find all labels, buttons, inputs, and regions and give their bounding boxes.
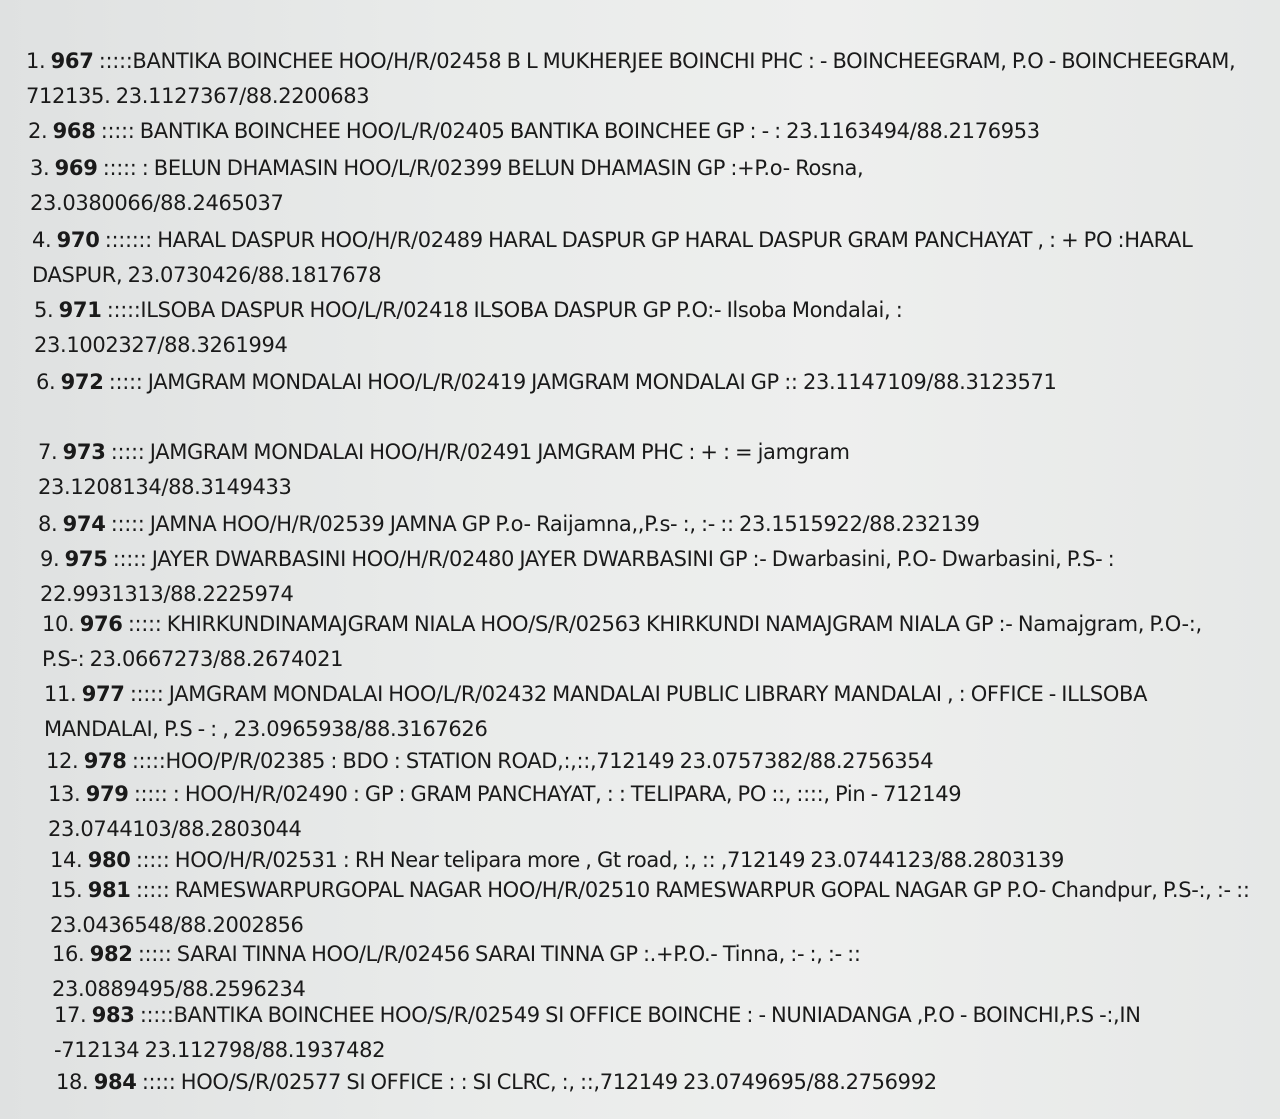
- entry-text: ::::: HOO/S/R/02577 SI OFFICE : : SI CLRC, :, ::,712149 23.0749695/88.2756992: [141, 1070, 937, 1094]
- entry-id: 977: [81, 682, 125, 706]
- entry-text: ::::: JAMNA HOO/H/R/02539 JAMNA GP P.o- Raijamna,,P.s- :, :- :: 23.1515922/88.232139: [110, 512, 980, 536]
- entry-id: 971: [58, 298, 102, 322]
- entry-text: :::::BANTIKA BOINCHEE HOO/H/R/02458 B L MUKHERJEE BOINCHI PHC : - BOINCHEEGRAM, P.O - BOINCHEEGRAM, 712135. 23.1127367/88.2200683: [26, 49, 1236, 108]
- list-item: [30, 151, 1090, 220]
- entry-id: 979: [85, 782, 129, 806]
- list-item: [54, 998, 1154, 1067]
- list-item: [44, 677, 1244, 746]
- list-item: [50, 873, 1250, 942]
- entry-text: ::::: KHIRKUNDINAMAJGRAM NIALA HOO/S/R/02563 KHIRKUNDI NAMAJGRAM NIALA GP :- Namajgram, P.O-:, P.S-: 23.0667273/88.2674021: [42, 612, 1202, 671]
- list-item: [46, 744, 1246, 779]
- entry-index: 16.: [52, 942, 85, 966]
- entry-id: 970: [56, 228, 100, 252]
- entry-id: 983: [91, 1003, 135, 1027]
- entry-text: ::::: : HOO/H/R/02490 : GP : GRAM PANCHAYAT, : : TELIPARA, PO ::, ::::, Pin - 712149 23.0744103/88.2803044: [48, 782, 962, 841]
- entry-id: 978: [83, 749, 127, 773]
- entry-text: ::::: HOO/H/R/02531 : RH Near telipara more , Gt road, :, :: ,712149 23.0744123/88.2803139: [135, 848, 1064, 872]
- entry-id: 975: [64, 547, 108, 571]
- entry-index: 14.: [50, 848, 83, 872]
- list-item: [56, 1065, 1156, 1100]
- entry-index: 15.: [50, 878, 83, 902]
- entry-id: 968: [52, 119, 96, 143]
- entry-index: 5.: [34, 298, 54, 322]
- entry-index: 10.: [42, 612, 75, 636]
- entry-id: 981: [87, 878, 131, 902]
- entry-index: 13.: [48, 782, 81, 806]
- list-item: [34, 293, 1094, 362]
- entry-id: 976: [79, 612, 123, 636]
- entry-index: 4.: [32, 228, 52, 252]
- list-item: [48, 777, 1148, 846]
- list-item: [32, 223, 1262, 292]
- list-item: [36, 365, 1096, 400]
- entry-text: ::::: SARAI TINNA HOO/L/R/02456 SARAI TINNA GP :.+P.O.- Tinna, :- :, :- :: 23.0889495/88.2596234: [52, 942, 861, 1001]
- entry-text: ::::: RAMESWARPURGOPAL NAGAR HOO/H/R/02510 RAMESWARPUR GOPAL NAGAR GP P.O- Chandpur, P.S-:, :- :: 23.0436548/88.2002856: [50, 878, 1250, 937]
- entry-text: :::::HOO/P/R/02385 : BDO : STATION ROAD,:,::,712149 23.0757382/88.2756354: [131, 749, 934, 773]
- entry-text: ::::::: HARAL DASPUR HOO/H/R/02489 HARAL DASPUR GP HARAL DASPUR GRAM PANCHAYAT , : + PO :HARAL DASPUR, 23.0730426/88.1817678: [32, 228, 1193, 287]
- entry-id: 973: [62, 440, 106, 464]
- entry-id: 982: [89, 942, 133, 966]
- entry-text: :::::BANTIKA BOINCHEE HOO/S/R/02549 SI OFFICE BOINCHE : - NUNIADANGA ,P.O - BOINCHI,P.S -:,IN -712134 23.112798/88.1937482: [54, 1003, 1141, 1062]
- entry-index: 3.: [30, 156, 50, 180]
- entry-index: 8.: [38, 512, 58, 536]
- entry-index: 12.: [46, 749, 79, 773]
- entry-text: ::::: JAYER DWARBASINI HOO/H/R/02480 JAYER DWARBASINI GP :- Dwarbasini, P.O- Dwarbasini, P.S- : 22.9931313/88.2225974: [40, 547, 1115, 606]
- list-item: [40, 542, 1260, 611]
- list-item: [38, 435, 1078, 504]
- entry-text: ::::: JAMGRAM MONDALAI HOO/H/R/02491 JAMGRAM PHC : + : = jamgram 23.1208134/88.3149433: [38, 440, 850, 499]
- entry-index: 9.: [40, 547, 60, 571]
- entry-id: 980: [87, 848, 131, 872]
- entry-index: 6.: [36, 370, 56, 394]
- entry-id: 967: [50, 49, 94, 73]
- list-item: [26, 44, 1266, 113]
- entry-index: 11.: [44, 682, 77, 706]
- list-item: [52, 937, 1052, 1006]
- entry-text: ::::: JAMGRAM MONDALAI HOO/L/R/02432 MANDALAI PUBLIC LIBRARY MANDALAI , : OFFICE - ILLSOBA MANDALAI, P.S - : , 23.0965938/88.3167626: [44, 682, 1148, 741]
- list-item: [38, 507, 1238, 542]
- entry-id: 984: [93, 1070, 137, 1094]
- entry-index: 17.: [54, 1003, 87, 1027]
- entry-index: 2.: [28, 119, 48, 143]
- entry-id: 969: [54, 156, 98, 180]
- list-item: [42, 607, 1242, 676]
- entry-index: 1.: [26, 49, 46, 73]
- entry-text: ::::: BANTIKA BOINCHEE HOO/L/R/02405 BANTIKA BOINCHEE GP : - : 23.1163494/88.2176953: [100, 119, 1040, 143]
- entry-text: ::::: JAMGRAM MONDALAI HOO/L/R/02419 JAMGRAM MONDALAI GP :: 23.1147109/88.3123571: [108, 370, 1057, 394]
- entry-index: 7.: [38, 440, 58, 464]
- entry-id: 974: [62, 512, 106, 536]
- entry-text: :::::ILSOBA DASPUR HOO/L/R/02418 ILSOBA DASPUR GP P.O:- Ilsoba Mondalai, : 23.1002327/88.3261994: [34, 298, 903, 357]
- entry-text: ::::: : BELUN DHAMASIN HOO/L/R/02399 BELUN DHAMASIN GP :+P.o- Rosna, 23.0380066/88.2465037: [30, 156, 864, 215]
- list-item: [28, 114, 1268, 149]
- entry-index: 18.: [56, 1070, 89, 1094]
- entry-id: 972: [60, 370, 104, 394]
